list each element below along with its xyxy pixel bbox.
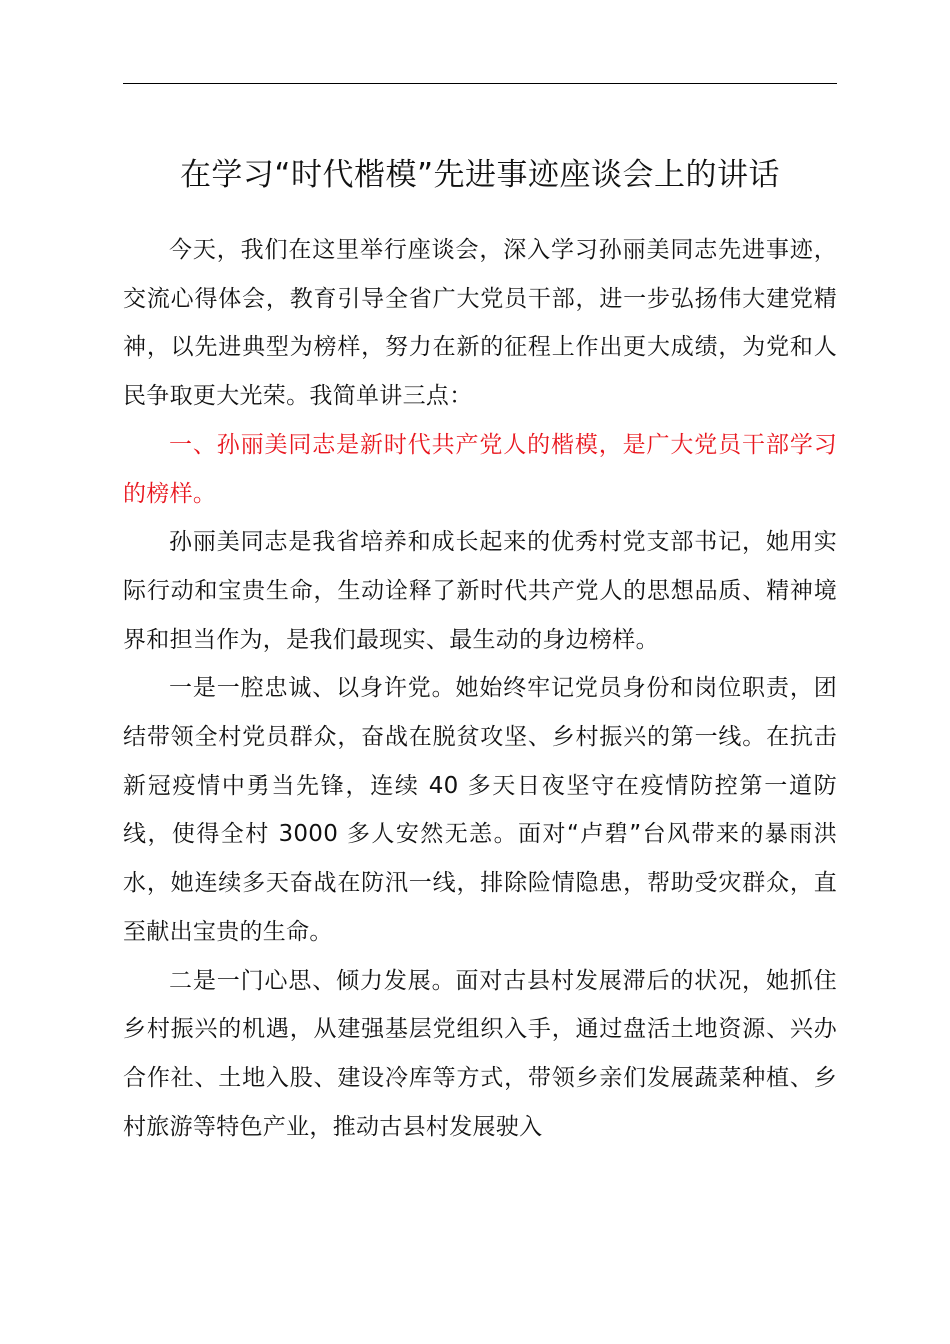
paragraph-intro: 今天，我们在这里举行座谈会，深入学习孙丽美同志先进事迹，交流心得体会，教育引导全省广大党员干部，进一步弘扬伟大建党精神，以先进典型为榜样，努力在新的征程上作出更大成绩，为党和人民争取更大光荣。我简单讲三点： — [123, 237, 837, 410]
paragraph-point-2: 二是一门心思、倾力发展。面对古县村发展滞后的状况，她抓住乡村振兴的机遇，从建强基层党组织入手，通过盘活土地资源、兴办合作社、土地入股、建设冷库等方式，带领乡亲们发展蔬菜种植、乡村旅游等特色产业，推动古县村发展驶入 — [123, 967, 837, 1140]
paragraph-section-1: 孙丽美同志是我省培养和成长起来的优秀村党支部书记，她用实际行动和宝贵生命，生动诠释了新时代共产党人的思想品质、精神境界和担当作为，是我们最现实、最生动的身边榜样。 — [123, 529, 837, 653]
header-rule — [123, 83, 837, 84]
document-body — [123, 226, 837, 1151]
paragraph-point-1: 一是一腔忠诚、以身许党。她始终牢记党员身份和岗位职责，团结带领全村党员群众，奋战在脱贫攻坚、乡村振兴的第一线。在抗击新冠疫情中勇当先锋，连续 40 多天日夜坚守在疫情防控第一道防线，使得全村 3000 多人安然无恙。面对“卢碧”台风带来的暴雨洪水，她连续多天奋战在防汛一线，排除险情隐患，帮助受灾群众，直至献出宝贵的生命。 — [123, 675, 837, 945]
document-title: 在学习“时代楷模”先进事迹座谈会上的讲话 — [179, 157, 781, 193]
section-heading-1: 一、孙丽美同志是新时代共产党人的楷模，是广大党员干部学习的榜样。 — [123, 431, 837, 507]
